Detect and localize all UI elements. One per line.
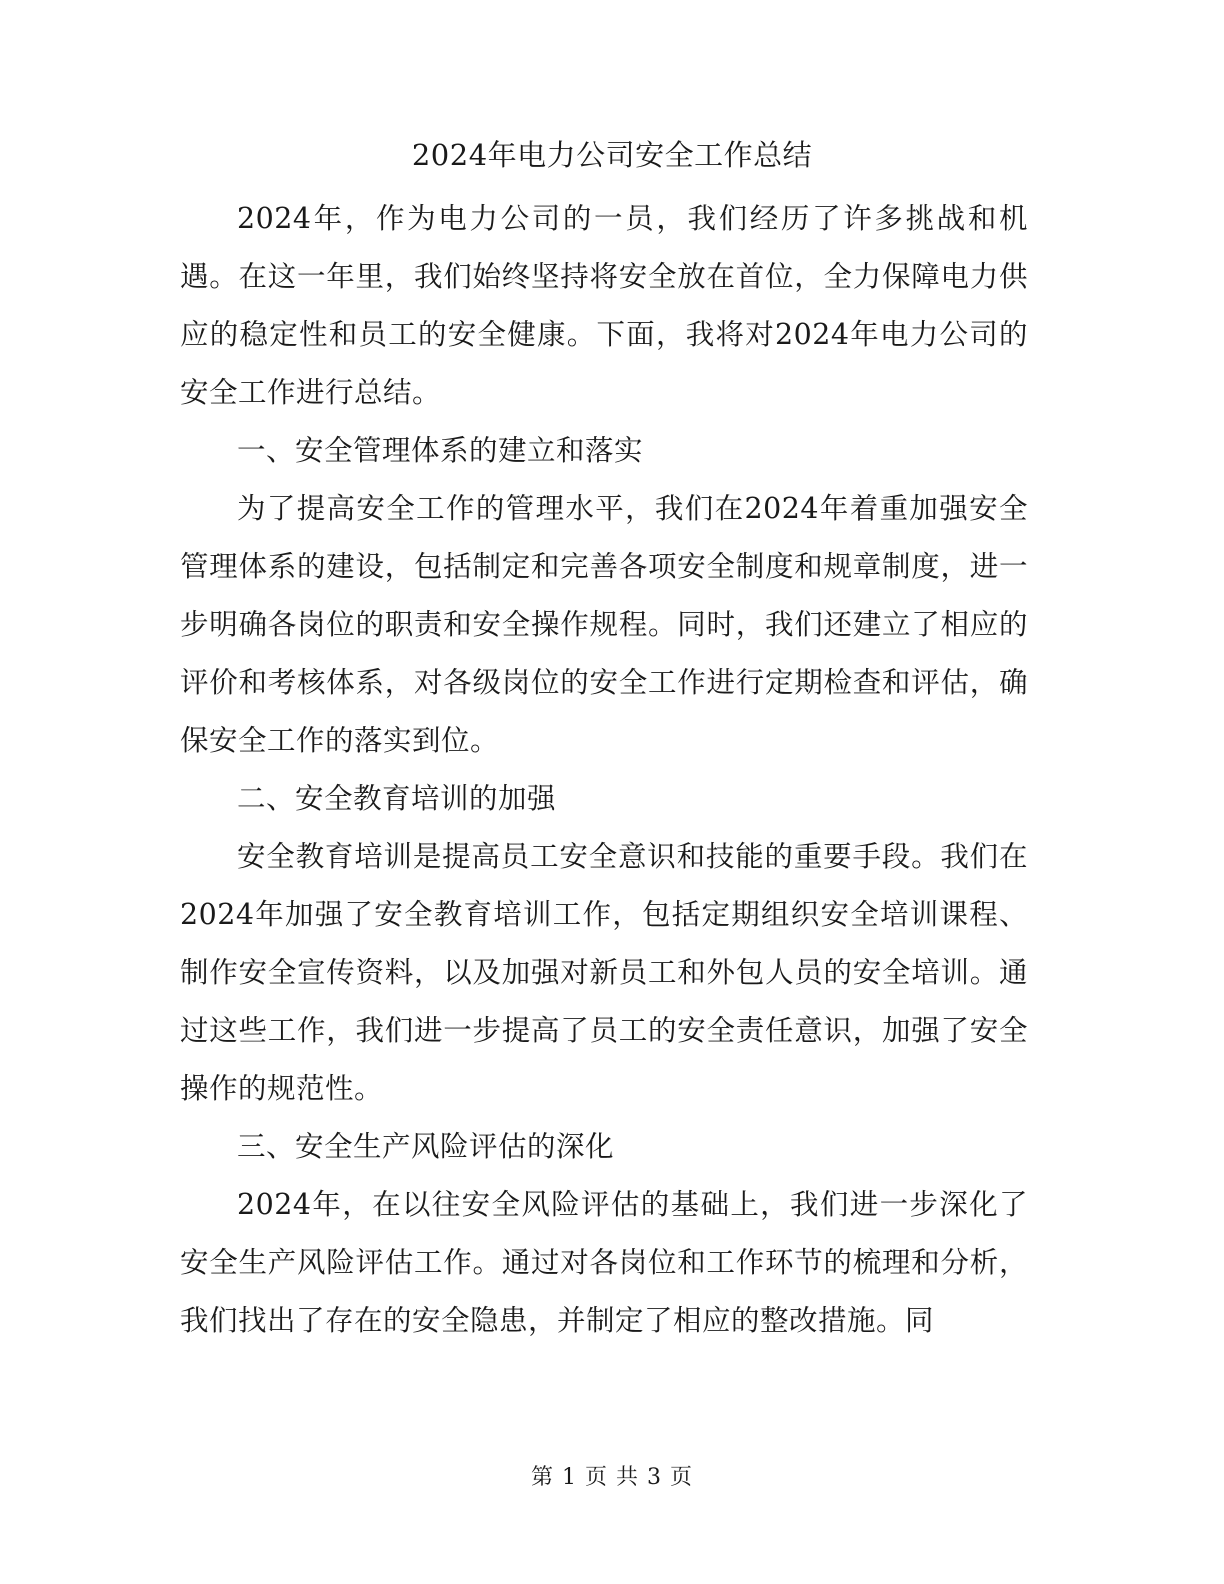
paragraph-section-1: 为了提高安全工作的管理水平，我们在2024年着重加强安全管理体系的建设，包括制定和完善各项安全制度和规章制度，进一步明确各岗位的职责和安全操作规程。同时，我们还建立了相应的评价和考核体系，对各级岗位的安全工作进行定期检查和评估，确保安全工作的落实到位。 (180, 492, 1028, 757)
section-heading-2: 二、安全教育培训的加强 (237, 782, 557, 815)
page-title: 2024年电力公司安全工作总结 (411, 138, 813, 172)
paragraph-section-3: 2024年，在以往安全风险评估的基础上，我们进一步深化了安全生产风险评估工作。通过对各岗位和工作环节的梳理和分析，我们找出了存在的安全隐患，并制定了相应的整改措施。同 (180, 1188, 1028, 1337)
section-heading-1: 一、安全管理体系的建立和落实 (237, 434, 644, 467)
document-body (180, 190, 1028, 1350)
paragraph-intro: 2024年，作为电力公司的一员，我们经历了许多挑战和机遇。在这一年里，我们始终坚持将安全放在首位，全力保障电力供应的稳定性和员工的安全健康。下面，我将对2024年电力公司的安全工作进行总结。 (180, 202, 1028, 409)
section-heading-3: 三、安全生产风险评估的深化 (237, 1130, 615, 1163)
page-number-footer: 第 1 页 共 3 页 (531, 1465, 693, 1490)
paragraph-section-2: 安全教育培训是提高员工安全意识和技能的重要手段。我们在2024年加强了安全教育培训工作，包括定期组织安全培训课程、制作安全宣传资料，以及加强对新员工和外包人员的安全培训。通过这些工作，我们进一步提高了员工的安全责任意识，加强了安全操作的规范性。 (180, 840, 1028, 1105)
